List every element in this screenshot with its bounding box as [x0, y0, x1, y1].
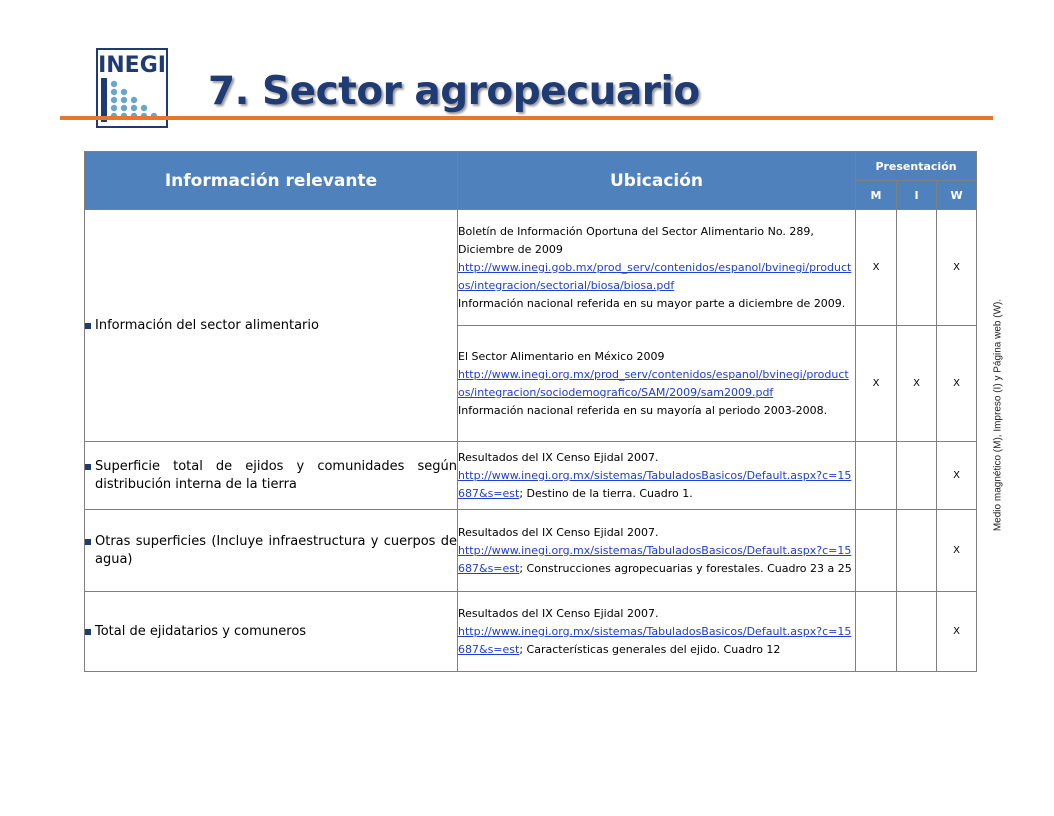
- source-title: Resultados del IX Censo Ejidal 2007.: [458, 450, 659, 464]
- header-i: I: [897, 181, 937, 210]
- page-title: 7. Sector agropecuario: [208, 69, 700, 114]
- info-cell: [85, 592, 458, 672]
- info-label: Otras superficies (Incluye infraestructura y cuerpos de agua): [95, 533, 457, 567]
- mark-w: X: [937, 210, 977, 326]
- location-cell: [458, 326, 856, 442]
- bullet-icon: [85, 323, 91, 329]
- source-link[interactable]: http://www.inegi.org.mx/prod_serv/contenidos/espanol/bvinegi/productos/integracion/sociodemografico/SAM/2009/sam2009.pdf: [458, 367, 849, 399]
- header-location: Ubicación: [458, 152, 856, 210]
- bullet-icon: [85, 539, 91, 545]
- source-note: Información nacional referida en su mayor parte a diciembre de 2009.: [458, 296, 846, 310]
- mark-w: X: [937, 510, 977, 592]
- mark-i: [897, 442, 937, 510]
- table-row: [85, 592, 977, 672]
- info-table: [84, 151, 977, 672]
- source-title: Resultados del IX Censo Ejidal 2007.: [458, 606, 659, 620]
- mark-i: [897, 210, 937, 326]
- location-cell: [458, 592, 856, 672]
- mark-w: X: [937, 592, 977, 672]
- source-link[interactable]: http://www.inegi.org.mx/sistemas/TabuladosBasicos/Default.aspx?c=15687&s=est: [458, 543, 852, 575]
- svg-text:INEGI: INEGI: [98, 53, 166, 78]
- header-m: M: [856, 181, 897, 210]
- source-link[interactable]: http://www.inegi.gob.mx/prod_serv/contenidos/espanol/bvinegi/productos/integracion/sectorial/biosa/biosa.pdf: [458, 260, 852, 292]
- source-title: El Sector Alimentario en México 2009: [458, 349, 665, 363]
- table-row: [85, 442, 977, 510]
- info-label: Información del sector alimentario: [95, 317, 319, 333]
- source-note: ; Destino de la tierra. Cuadro 1.: [519, 486, 693, 500]
- info-label: Total de ejidatarios y comuneros: [95, 623, 307, 639]
- table-row: [85, 210, 977, 326]
- mark-m: X: [856, 210, 897, 326]
- mark-w: X: [937, 442, 977, 510]
- source-link[interactable]: http://www.inegi.org.mx/sistemas/TabuladosBasicos/Default.aspx?c=15687&s=est: [458, 468, 852, 500]
- source-link[interactable]: http://www.inegi.org.mx/sistemas/TabuladosBasicos/Default.aspx?c=15687&s=est: [458, 624, 852, 656]
- mark-m: X: [856, 326, 897, 442]
- bullet-icon: [85, 464, 91, 470]
- source-note: Información nacional referida en su mayoría al periodo 2003-2008.: [458, 403, 828, 417]
- location-cell: [458, 510, 856, 592]
- mark-i: [897, 592, 937, 672]
- source-note: ; Características generales del ejido. Cuadro 12: [519, 642, 781, 656]
- source-note: ; Construcciones agropecuarias y forestales. Cuadro 23 a 25: [519, 561, 852, 575]
- location-cell: [458, 210, 856, 326]
- header-info: Información relevante: [85, 152, 458, 210]
- header-w: W: [937, 181, 977, 210]
- side-note-text: Medio magnético (M), Impreso (I) y Página web (W).: [992, 298, 1004, 532]
- info-cell: [85, 510, 458, 592]
- mark-m: [856, 442, 897, 510]
- header-presentation: Presentación: [856, 152, 977, 181]
- mark-m: [856, 510, 897, 592]
- info-label: Superficie total de ejidos y comunidades según distribución interna de la tierra: [95, 458, 457, 492]
- mark-m: [856, 592, 897, 672]
- info-cell: [85, 442, 458, 510]
- header-underline: [60, 116, 993, 120]
- mark-i: [897, 510, 937, 592]
- side-note: [991, 260, 1005, 570]
- location-cell: [458, 442, 856, 510]
- table-row: [85, 510, 977, 592]
- source-title: Resultados del IX Censo Ejidal 2007.: [458, 525, 659, 539]
- mark-w: X: [937, 326, 977, 442]
- source-title: Boletín de Información Oportuna del Sector Alimentario No. 289, Diciembre de 2009: [458, 224, 814, 256]
- mark-i: X: [897, 326, 937, 442]
- info-cell: [85, 210, 458, 442]
- bullet-icon: [85, 629, 91, 635]
